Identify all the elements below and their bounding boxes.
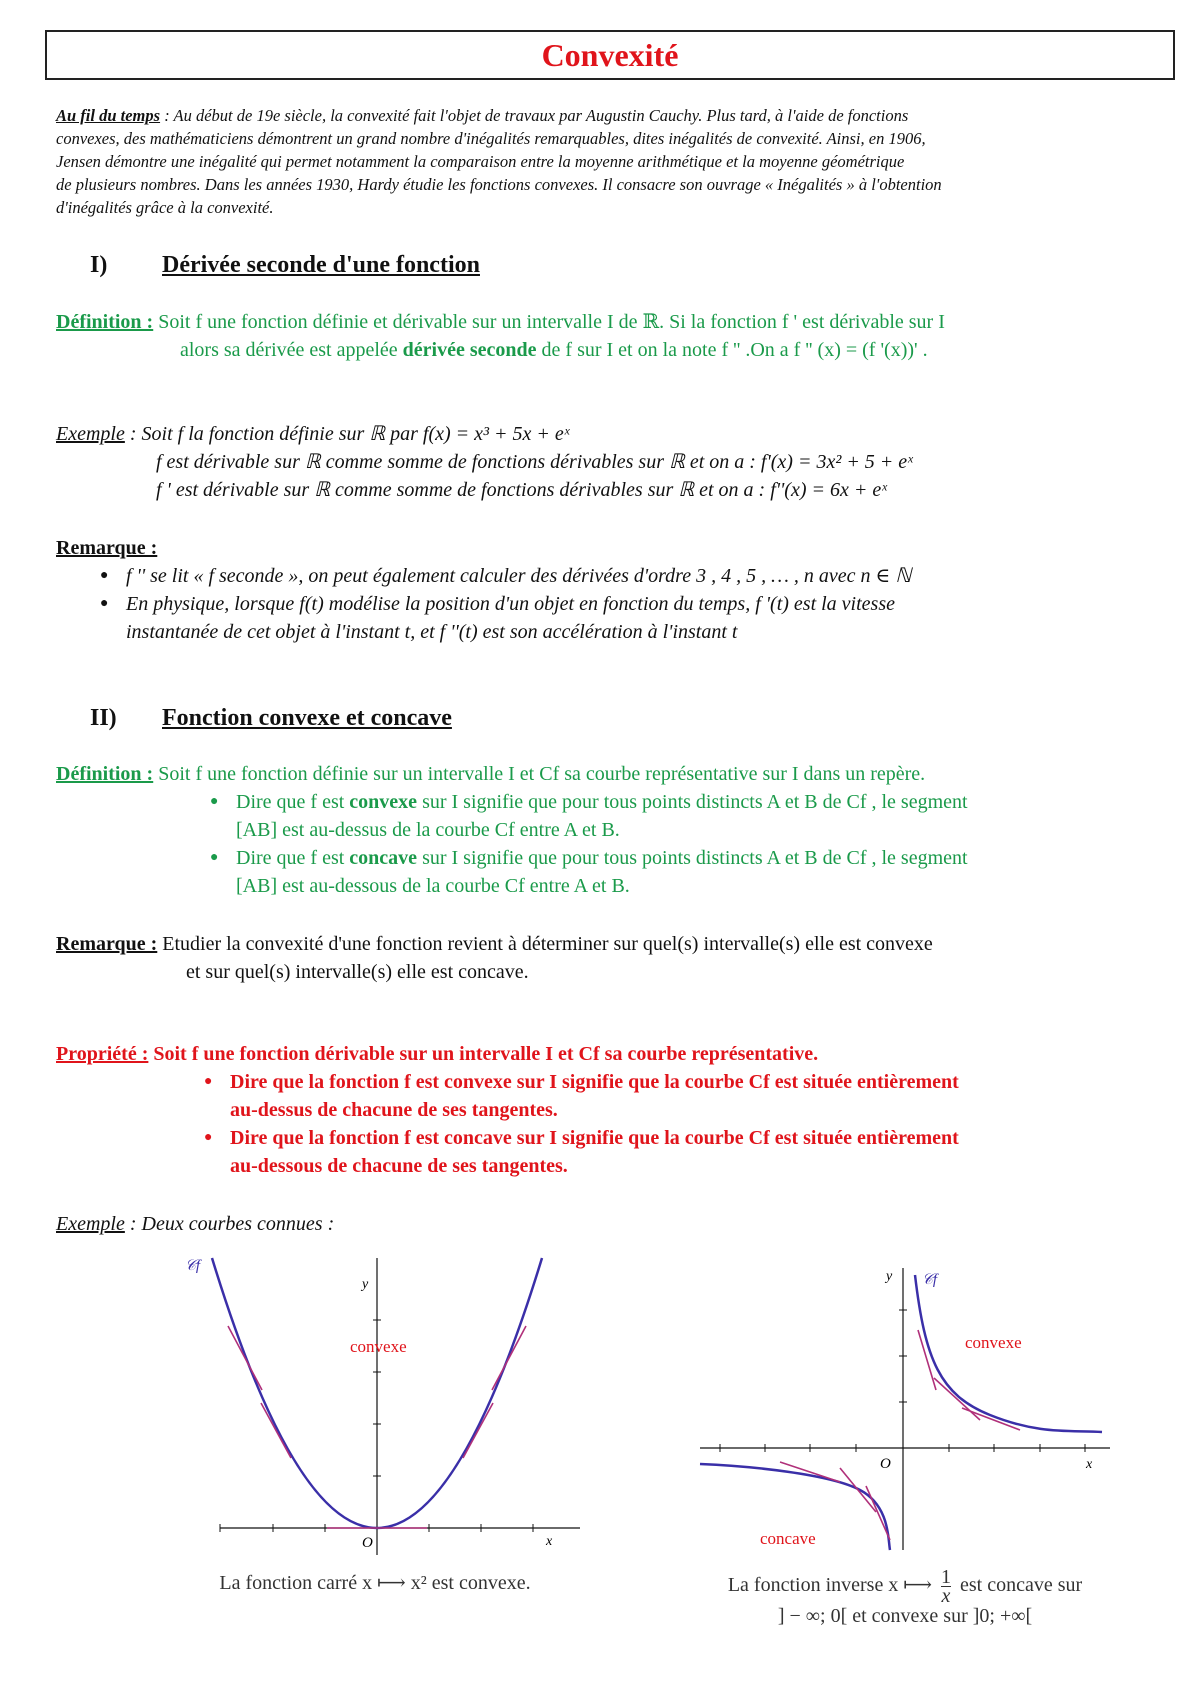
remark-label: Remarque :: [56, 537, 158, 559]
definition-text: de f sur I et on la note f '' .On a f '' (x) = (f '(x))' .: [536, 339, 928, 361]
property-text: Soit f une fonction dérivable sur un intervalle I et Cf sa courbe représentative.: [148, 1043, 819, 1065]
definition-text: sur I signifie que pour tous points distincts A et B de Cf , le segment: [417, 847, 968, 869]
y-label: y: [362, 1277, 369, 1292]
remark-text: et sur quel(s) intervalle(s) elle est concave.: [186, 961, 529, 983]
section-2-heading: [90, 705, 452, 732]
example-text: f ' est dérivable sur ℝ comme somme de fonctions dérivables sur ℝ et on a : f''(x) = 6x + eˣ: [156, 479, 887, 501]
x-label: x: [546, 1534, 553, 1549]
caption-text: ] − ∞; 0[ et convexe sur ]0; +∞[: [777, 1605, 1033, 1627]
definition-text: [AB] est au-dessus de la courbe Cf entre A et B.: [236, 819, 620, 841]
origin-label: O: [880, 1456, 891, 1472]
definition-1: [56, 308, 1166, 364]
remark-text: En physique, lorsque f(t) modélise la position d'un objet en fonction du temps, f '(t) est la vitesse: [126, 593, 895, 615]
remark-bullet: [92, 590, 1166, 646]
remark-2: [56, 930, 1176, 986]
section-title: Dérivée seconde d'une fonction: [162, 252, 480, 278]
example-label: Exemple: [56, 423, 125, 445]
section-number: I): [90, 252, 108, 278]
property-bullet: [196, 1124, 1176, 1180]
caption-text: est concave sur: [955, 1574, 1083, 1597]
definition-bold: convexe: [349, 791, 418, 813]
example-2: [56, 1210, 334, 1238]
origin-label: O: [362, 1535, 373, 1551]
section-1-heading: [90, 252, 480, 279]
intro-line: : Au début de 19e siècle, la convexité fait l'objet de travaux par Augustin Cauchy. Plus tard, à l'aide de fonctions: [160, 106, 909, 125]
curve-label: 𝒞f: [185, 1258, 201, 1274]
intro-line: convexes, des mathématiciens démontrent un grand nombre d'inégalités remarquables, dites inégalités de convexité. Ainsi, en 1906,: [56, 129, 926, 148]
definition-text: alors sa dérivée est appelée: [180, 339, 403, 361]
convex-label: convexe: [350, 1337, 407, 1356]
curve-label: 𝒞f: [922, 1272, 938, 1288]
remark-text: f '' se lit « f seconde », on peut également calculer des dérivées d'ordre 3 , 4 , 5 , … , n avec n ∈ ℕ: [126, 565, 912, 587]
remark-text: instantanée de cet objet à l'instant t, et f ''(t) est son accélération à l'instant t: [126, 621, 738, 643]
property-text: Dire que la fonction f est convexe sur I signifie que la courbe Cf est située entièrement: [230, 1071, 959, 1093]
example-text: : Deux courbes connues :: [124, 1213, 335, 1235]
intro-line: d'inégalités grâce à la convexité.: [56, 198, 274, 217]
fraction: [941, 1568, 951, 1605]
definition-2: [56, 760, 1176, 900]
definition-text: Dire que f est: [236, 791, 350, 813]
property-bullet: [196, 1068, 1176, 1124]
definition-bold: concave: [349, 847, 418, 869]
x-label: x: [1086, 1457, 1093, 1472]
caption-text: La fonction inverse x ⟼: [727, 1574, 937, 1597]
intro-label: Au fil du temps: [56, 106, 161, 125]
figure-square: [140, 1240, 610, 1560]
remark-bullet: [92, 562, 1166, 590]
convex-label: convexe: [965, 1333, 1022, 1352]
definition-text: Soit f une fonction définie et dérivable sur un intervalle I de ℝ. Si la fonction f ' est dérivable sur I: [153, 311, 945, 333]
example-label: Exemple: [56, 1213, 125, 1235]
property-text: au-dessus de chacune de ses tangentes.: [230, 1099, 558, 1121]
remark-text: Etudier la convexité d'une fonction revient à déterminer sur quel(s) intervalle(s) elle est convexe: [157, 933, 933, 955]
property-text: Dire que la fonction f est concave sur I signifie que la courbe Cf est située entièrement: [230, 1127, 959, 1149]
definition-text: Dire que f est: [236, 847, 350, 869]
remark-label: Remarque :: [56, 933, 158, 955]
property-text: au-dessous de chacune de ses tangentes.: [230, 1155, 568, 1177]
fraction-numerator: 1: [941, 1566, 951, 1588]
definition-bold: dérivée seconde: [402, 339, 537, 361]
definition-label: Définition :: [56, 763, 154, 785]
page-title: Convexité: [541, 37, 679, 73]
example-text: f est dérivable sur ℝ comme somme de fonctions dérivables sur ℝ et on a : f'(x) = 3x² + 5 + eˣ: [156, 451, 913, 473]
property: [56, 1040, 1176, 1180]
title-box: [45, 30, 1175, 80]
definition-label: Définition :: [56, 311, 154, 333]
definition-text: [AB] est au-dessous de la courbe Cf entre A et B.: [236, 875, 630, 897]
definition-bullet: [202, 844, 1176, 900]
property-label: Propriété :: [56, 1043, 149, 1065]
definition-text: Soit f une fonction définie sur un intervalle I et Cf sa courbe représentative sur I dans un repère.: [153, 763, 926, 785]
example-text: : Soit f la fonction définie sur ℝ par f(x) = x³ + 5x + eˣ: [124, 423, 570, 445]
figure-inverse: [690, 1250, 1120, 1560]
intro-paragraph: [56, 104, 1156, 219]
example-1: [56, 420, 1166, 504]
intro-line: Jensen démontre une inégalité qui permet notamment la comparaison entre la moyenne arithmétique et la moyenne géométrique: [56, 152, 905, 171]
figure-square-caption: La fonction carré x ⟼ x² est convexe.: [219, 1572, 531, 1594]
intro-line: de plusieurs nombres. Dans les années 1930, Hardy étudie les fonctions convexes. Il consacre son ouvrage « Inégalités » à l'obtention: [56, 175, 942, 194]
inverse-curve-positive: [915, 1275, 1102, 1432]
y-label: y: [886, 1269, 893, 1284]
definition-text: sur I signifie que pour tous points distincts A et B de Cf , le segment: [417, 791, 968, 813]
definition-bullet: [202, 788, 1176, 844]
fraction-denominator: x: [941, 1585, 951, 1607]
concave-label: concave: [760, 1529, 816, 1548]
section-number: II): [90, 705, 117, 731]
tangents: [780, 1330, 1020, 1540]
remark-1: [56, 534, 1166, 646]
section-title: Fonction convexe et concave: [162, 705, 452, 731]
figure-inverse-caption: [670, 1568, 1140, 1628]
